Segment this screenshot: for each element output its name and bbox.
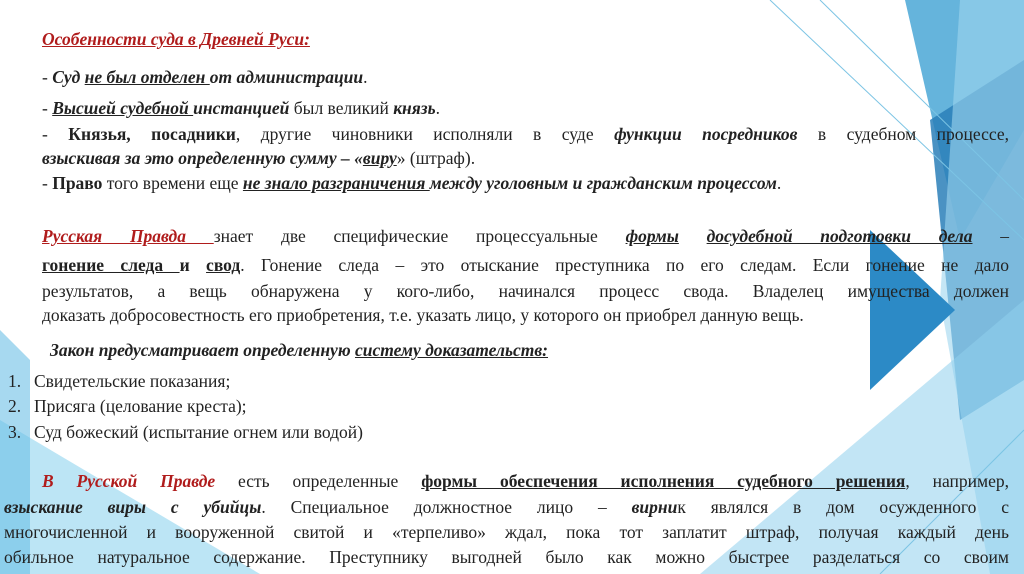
text-fine: » (штраф). [396,148,476,168]
term-evidence-system: систему доказательств: [354,340,549,360]
term-from-administration: от администрации [209,67,364,87]
point-princes-line2 [42,147,475,169]
term-in-russkaya-pravda: В Русской Правде [42,471,216,491]
evidence-item-3 [8,421,363,443]
term-russkaya-pravda: Русская Правда [42,226,214,246]
point-highest-instance [42,97,440,119]
term-vira-collection: взыскание виры с убийцы [4,497,262,517]
term-forms: формы [625,226,679,246]
period: . [363,67,368,87]
point-court-not-separate [42,66,368,88]
space [679,226,707,246]
point-princes-line1 [42,123,1009,145]
russkaya-pravda-line1 [42,225,1009,247]
term-mediator-functions: функции посредников [614,124,798,144]
text-other-officials: , другие чиновники исполняли в суде [235,124,615,144]
term-gonenie-sleda: гонение следа [42,255,180,275]
dash: - [42,67,53,87]
term-pretrial-preparation: досудебной подготовки дела [706,226,973,246]
item-text: Суд божеский (испытание огнем или водой) [34,422,363,442]
item-number: 1. [8,371,22,391]
text-of-that-time: того времени еще [102,173,243,193]
slide-title: Особенности суда в Древней Руси: [42,29,310,49]
text-knows-two: знает две специфические процессуальные [213,226,626,246]
item-number: 2. [8,396,22,416]
enforcement-line3: многочисленной и вооруженной свитой и «терпеливо» ждал, пока тот заплатит штраф, получая каждый день [4,522,1009,542]
text-in-process: в судебном процессе, [797,124,1010,144]
text-was-grand: был великий [289,98,394,118]
russkaya-pravda-line4: доказать добросовестность его приобретения, т.е. указать лицо, у которого он приобрел данную вещь. [42,305,804,325]
item-text: Свидетельские показания; [34,371,231,391]
enforcement-line2 [4,496,1009,518]
term-prince: князь [393,98,436,118]
dash: – [972,226,1009,246]
item-text: Присяга (целование креста); [34,396,247,416]
text-gonenie-definition: . Гонение следа – это отыскание преступника по его следам. Если гонение не дало [240,255,1009,275]
dash: - [42,124,69,144]
space [190,255,206,275]
russkaya-pravda-line3: результатов, а вещь обнаружена у кого-либо, начинался процесс свода. Владелец имущества должен [42,281,1009,301]
term-and: и [179,255,190,275]
term-highest-judicial: Высшей судебной [52,98,194,118]
term-virnik: вирни [631,497,678,517]
item-number: 3. [8,422,22,442]
term-not-separate: не был отделен [84,67,210,87]
evidence-item-1 [8,370,230,392]
term-criminal-civil: между уголовным и гражданским процессом [429,173,777,193]
term-svod: свод [206,255,241,275]
text-there-are: есть определенные [215,471,422,491]
russkaya-pravda-line2 [42,254,1009,276]
law-evidence-heading [50,339,548,361]
term-instance: инстанцией [193,98,290,118]
term-sud: Суд [52,67,85,87]
term-vira: виру [362,148,397,168]
text-came-to-house: к являлся в дом осужденного с [677,497,1009,517]
term-law: Право [52,173,103,193]
period: . [435,98,440,118]
enforcement-line4: обильное натуральное содержание. Преступнику выгодней было как можно быстрее разделаться со своим [4,547,1009,567]
dash: - [42,173,53,193]
dash: - [42,98,53,118]
term-princes-posadniki: Князья, посадники [68,124,236,144]
text-special-official: . Специальное должностное лицо – [261,497,632,517]
term-enforcement-forms: формы обеспечения исполнения судебного решения [421,471,906,491]
term-no-distinction: не знало разграничения [242,173,430,193]
enforcement-line1 [42,470,1009,492]
period: . [776,173,782,193]
evidence-item-2 [8,395,247,417]
text-for-example: , например, [905,471,1009,491]
text-law-provides: Закон предусматривает определенную [50,340,355,360]
point-law [42,172,781,194]
text-collecting-sum: взыскивая за это определенную сумму – « [42,148,363,168]
